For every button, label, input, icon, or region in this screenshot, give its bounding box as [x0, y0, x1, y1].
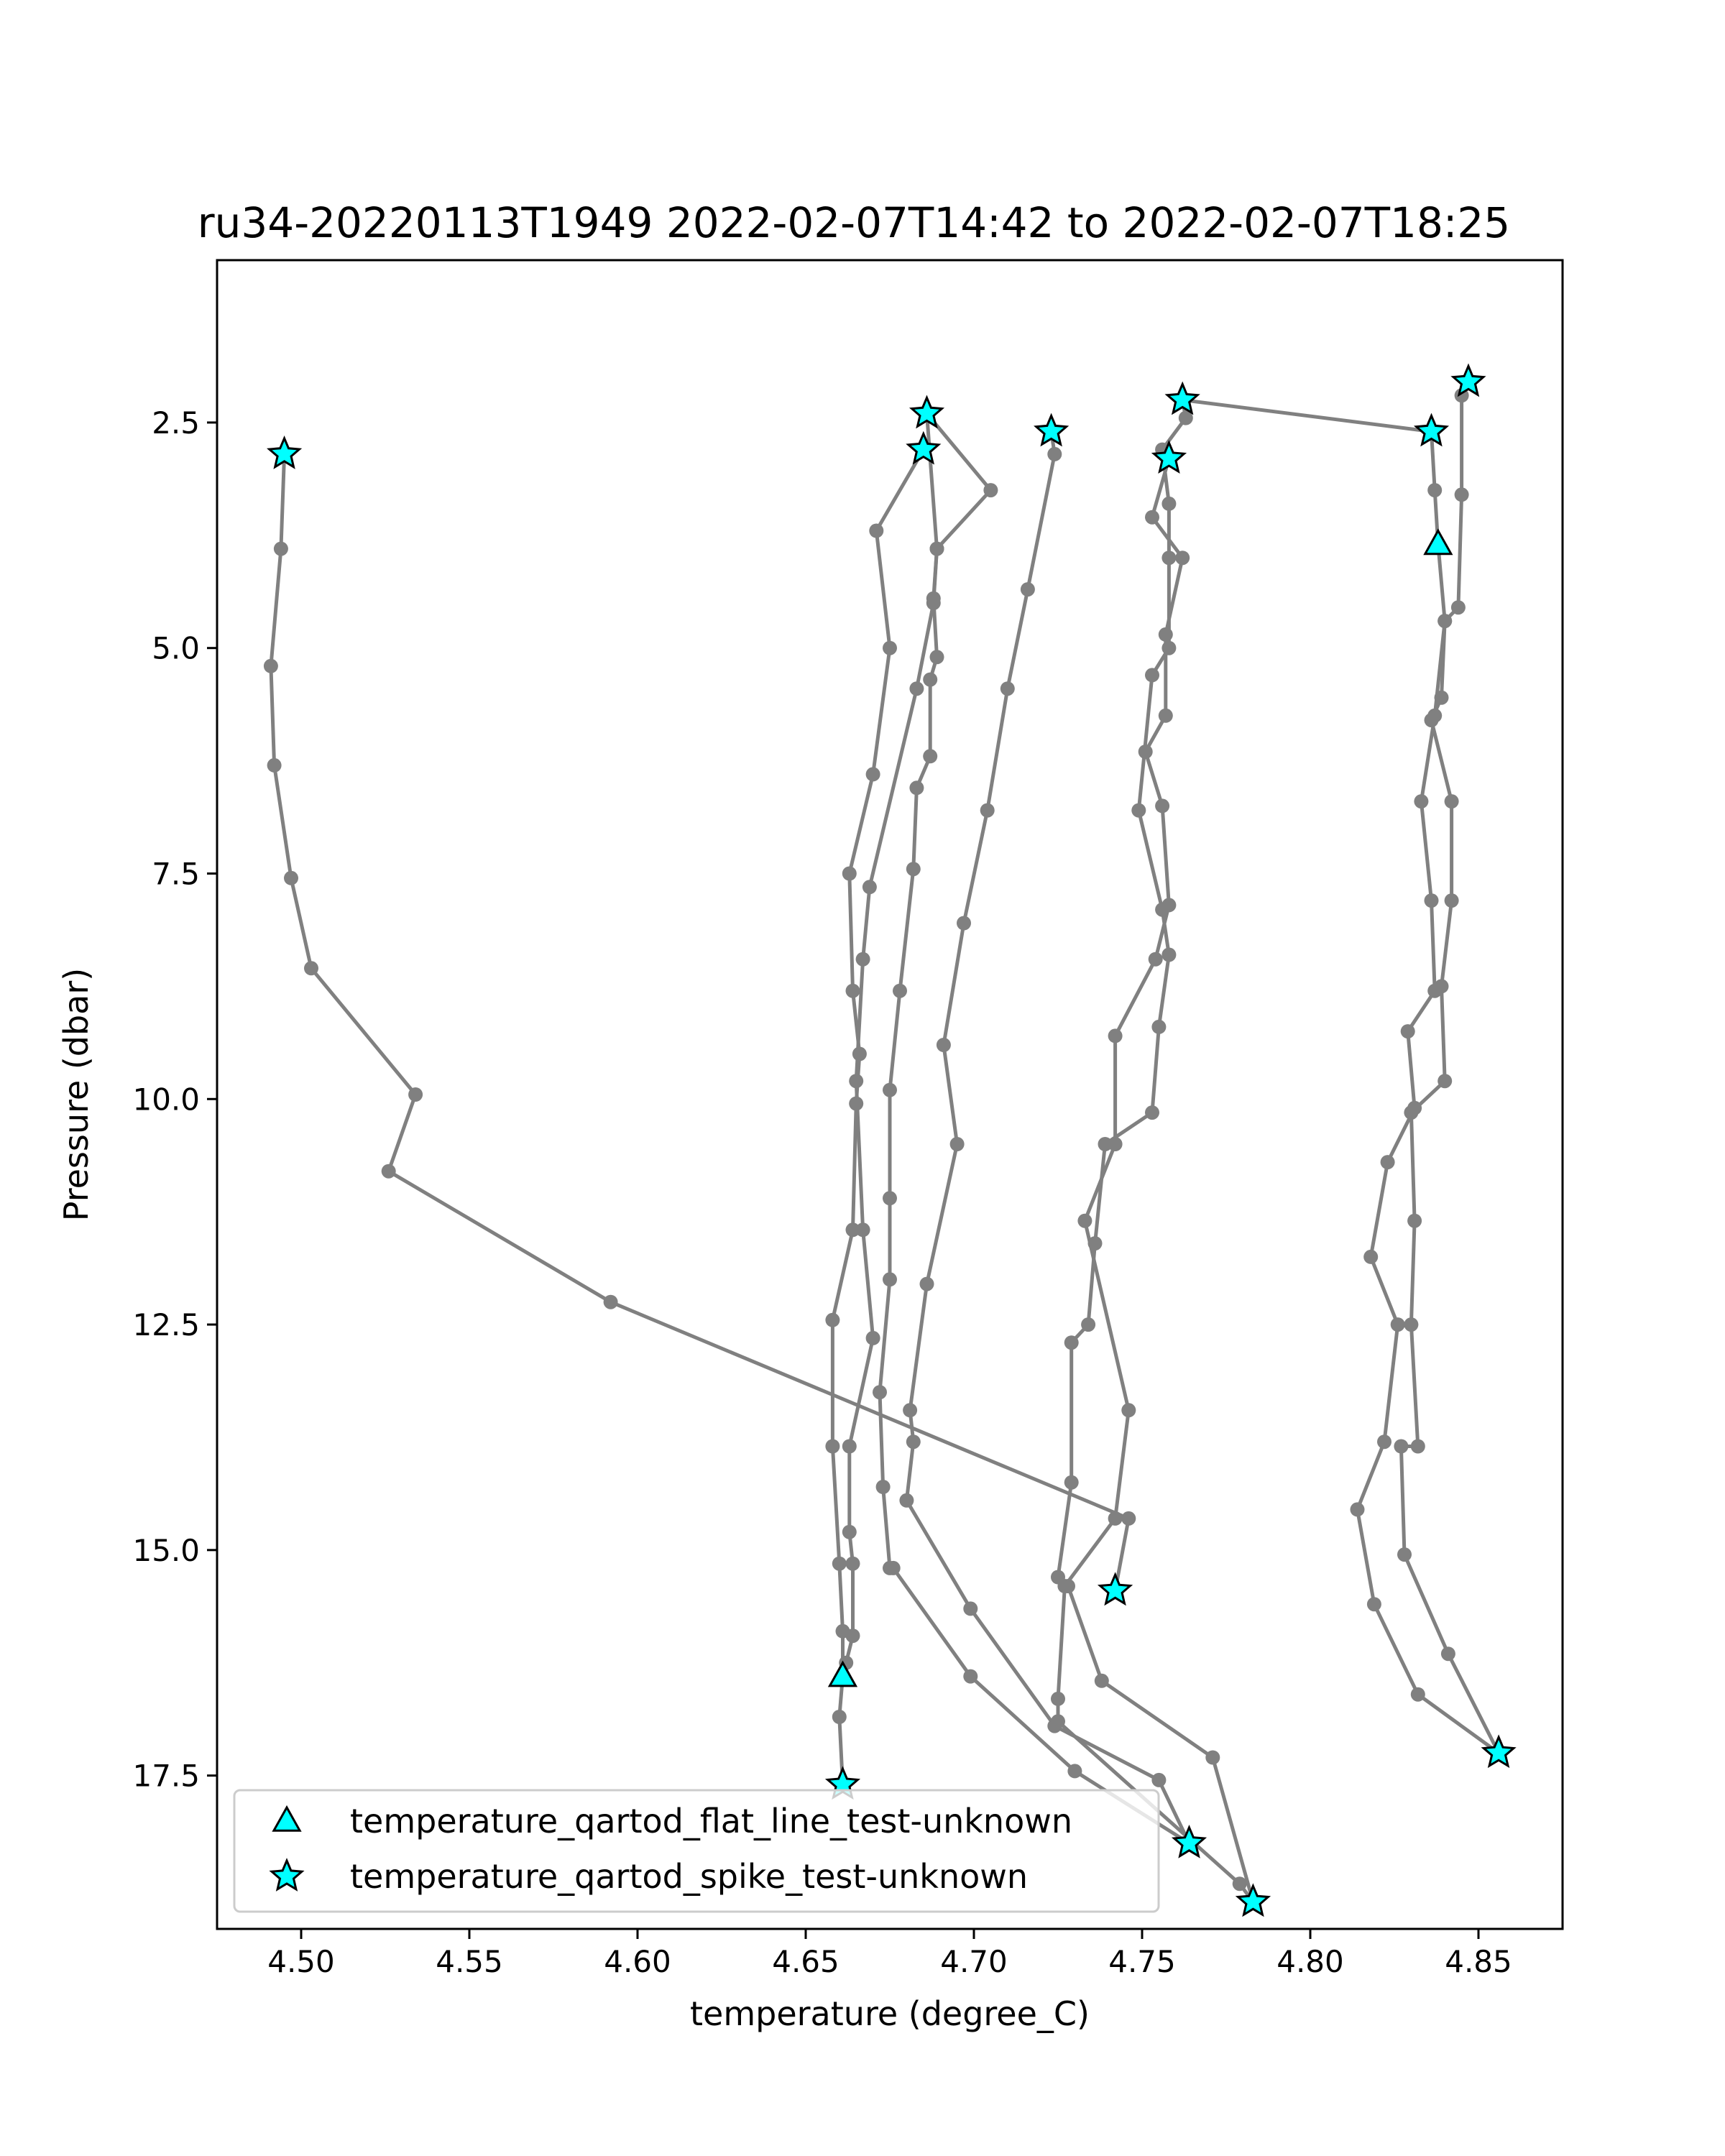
legend-flat-line-label: temperature_qartod_flat_line_test-unknown [350, 1802, 1072, 1841]
profile-point [1077, 1214, 1092, 1228]
profile-point [899, 1493, 914, 1508]
profile-point [883, 1083, 897, 1097]
profile-point [264, 659, 278, 673]
profile-point [1067, 1764, 1082, 1778]
profile-point [883, 1272, 897, 1286]
profile-point [866, 1331, 880, 1345]
profile-point [1108, 1511, 1123, 1526]
x-axis-label: temperature (degree_C) [690, 1994, 1090, 2033]
profile-point [1095, 1674, 1109, 1688]
profile-point [883, 641, 897, 655]
profile-point [1108, 1137, 1123, 1151]
profile-point [825, 1313, 840, 1327]
profile-point [1427, 984, 1442, 998]
legend [234, 1790, 1159, 1912]
profile-point [1064, 1475, 1079, 1490]
profile-point [1391, 1317, 1405, 1332]
profile-point [1367, 1597, 1381, 1611]
y-tick-label: 5.0 [152, 630, 200, 666]
y-tick-label: 2.5 [152, 405, 200, 441]
profile-point [1445, 794, 1459, 808]
profile-point [1081, 1317, 1095, 1332]
profile-point [1414, 794, 1428, 808]
profile-point [1155, 798, 1169, 813]
profile-point [1145, 668, 1159, 682]
profile-point [1162, 550, 1176, 565]
profile-point [1145, 1105, 1159, 1120]
y-axis-label: Pressure (dbar) [57, 967, 96, 1222]
profile-point [1131, 803, 1146, 818]
profile-point [1108, 1028, 1123, 1043]
profile-point [1425, 893, 1439, 908]
profile-point [856, 1222, 870, 1237]
profile-point [849, 1074, 863, 1088]
profile-point [873, 1385, 887, 1399]
profile-point [937, 1038, 951, 1052]
profile-point [1438, 1074, 1452, 1088]
profile-point [883, 1191, 897, 1205]
chart-title: ru34-20220113T1949 2022-02-07T14:42 to 2022-02-07T18:25 [197, 198, 1511, 247]
profile-point [930, 542, 944, 556]
x-tick-label: 4.70 [940, 1944, 1008, 1979]
profile-point [1064, 1335, 1079, 1350]
profile-point [1047, 447, 1062, 461]
profile-point [1051, 1692, 1065, 1706]
profile-point [1397, 1547, 1412, 1562]
profile-point [825, 1439, 840, 1454]
profile-point [1121, 1403, 1136, 1417]
profile-point [1162, 948, 1176, 962]
profile-point [1411, 1439, 1425, 1454]
profile-point [1021, 582, 1035, 596]
y-tick-label: 15.0 [132, 1532, 200, 1568]
profile-point [284, 871, 298, 885]
profile-point [1162, 497, 1176, 511]
profile-point [1407, 1214, 1422, 1228]
profile-point [267, 758, 282, 773]
profile-point [1233, 1876, 1247, 1891]
profile-point [1051, 1714, 1065, 1728]
x-tick-label: 4.85 [1445, 1944, 1512, 1979]
profile-point [842, 867, 857, 881]
profile-point [906, 1434, 921, 1449]
profile-point [1363, 1250, 1378, 1264]
profile-point [866, 767, 880, 781]
profile-point [856, 952, 870, 967]
profile-point [980, 803, 995, 818]
x-tick-label: 4.60 [604, 1944, 671, 1979]
y-tick-label: 17.5 [132, 1758, 200, 1794]
profile-point [846, 1628, 860, 1643]
profile-point [1427, 483, 1442, 497]
profile-point [963, 1669, 978, 1684]
profile-point [1149, 952, 1163, 967]
profile-point [1351, 1502, 1365, 1516]
profile-point [382, 1164, 396, 1179]
profile-point [862, 880, 877, 894]
profile-point [909, 780, 924, 795]
profile-point [1407, 1101, 1422, 1115]
profile-point [893, 984, 907, 998]
profile-point [1381, 1155, 1395, 1169]
profile-point [1427, 709, 1442, 723]
profile-point [1057, 1579, 1072, 1593]
profile-point [920, 1277, 934, 1291]
profile-point [1138, 745, 1153, 759]
profile-point [903, 1403, 917, 1417]
profile-point [1121, 1511, 1136, 1526]
profile-point [983, 483, 998, 497]
profile-point [832, 1710, 847, 1724]
profile-point [926, 596, 941, 610]
profile-point [957, 916, 971, 931]
profile-point [1411, 1687, 1425, 1702]
profile-point [1145, 510, 1159, 525]
profile-point [274, 542, 288, 556]
legend-spike-label: temperature_qartod_spike_test-unknown [350, 1857, 1029, 1896]
profile-point [963, 1601, 978, 1616]
x-tick-label: 4.75 [1108, 1944, 1176, 1979]
profile-point [846, 1557, 860, 1571]
profile-point [1151, 1773, 1166, 1787]
profile-point [842, 1525, 857, 1539]
y-tick-label: 7.5 [152, 856, 200, 892]
profile-point [1401, 1024, 1415, 1038]
profile-point [842, 1439, 857, 1454]
profile-point [1451, 600, 1466, 614]
y-tick-label: 12.5 [132, 1307, 200, 1343]
profile-point [1205, 1751, 1220, 1765]
profile-point [909, 681, 924, 696]
profile-point [930, 650, 944, 664]
profile-point [1394, 1439, 1408, 1454]
profile-point [304, 961, 318, 975]
profile-point [923, 749, 937, 763]
x-tick-label: 4.65 [772, 1944, 840, 1979]
profile-point [846, 984, 860, 998]
profile-point [832, 1557, 847, 1571]
y-tick-label: 10.0 [132, 1082, 200, 1118]
profile-point [906, 862, 921, 876]
x-tick-label: 4.80 [1276, 1944, 1344, 1979]
profile-point [1151, 1020, 1166, 1034]
profile-point [1175, 550, 1190, 565]
profile-point [886, 1561, 901, 1575]
profile-point [1159, 627, 1173, 642]
profile-point [604, 1295, 618, 1309]
profile-point [869, 524, 883, 538]
profile-point [1438, 614, 1452, 628]
profile-point [1159, 709, 1173, 723]
profile-point [1445, 893, 1459, 908]
profile-point [950, 1137, 965, 1151]
x-tick-label: 4.55 [436, 1944, 503, 1979]
x-tick-label: 4.50 [267, 1944, 335, 1979]
profile-point [923, 673, 937, 687]
profile-point [876, 1480, 891, 1494]
profile-point [1000, 681, 1015, 696]
profile-point [1377, 1434, 1392, 1449]
profile-point [408, 1087, 423, 1102]
profile-point [1162, 898, 1176, 912]
profile-point [1404, 1317, 1418, 1332]
profile-point [1455, 487, 1469, 502]
profile-point [1441, 1646, 1455, 1661]
